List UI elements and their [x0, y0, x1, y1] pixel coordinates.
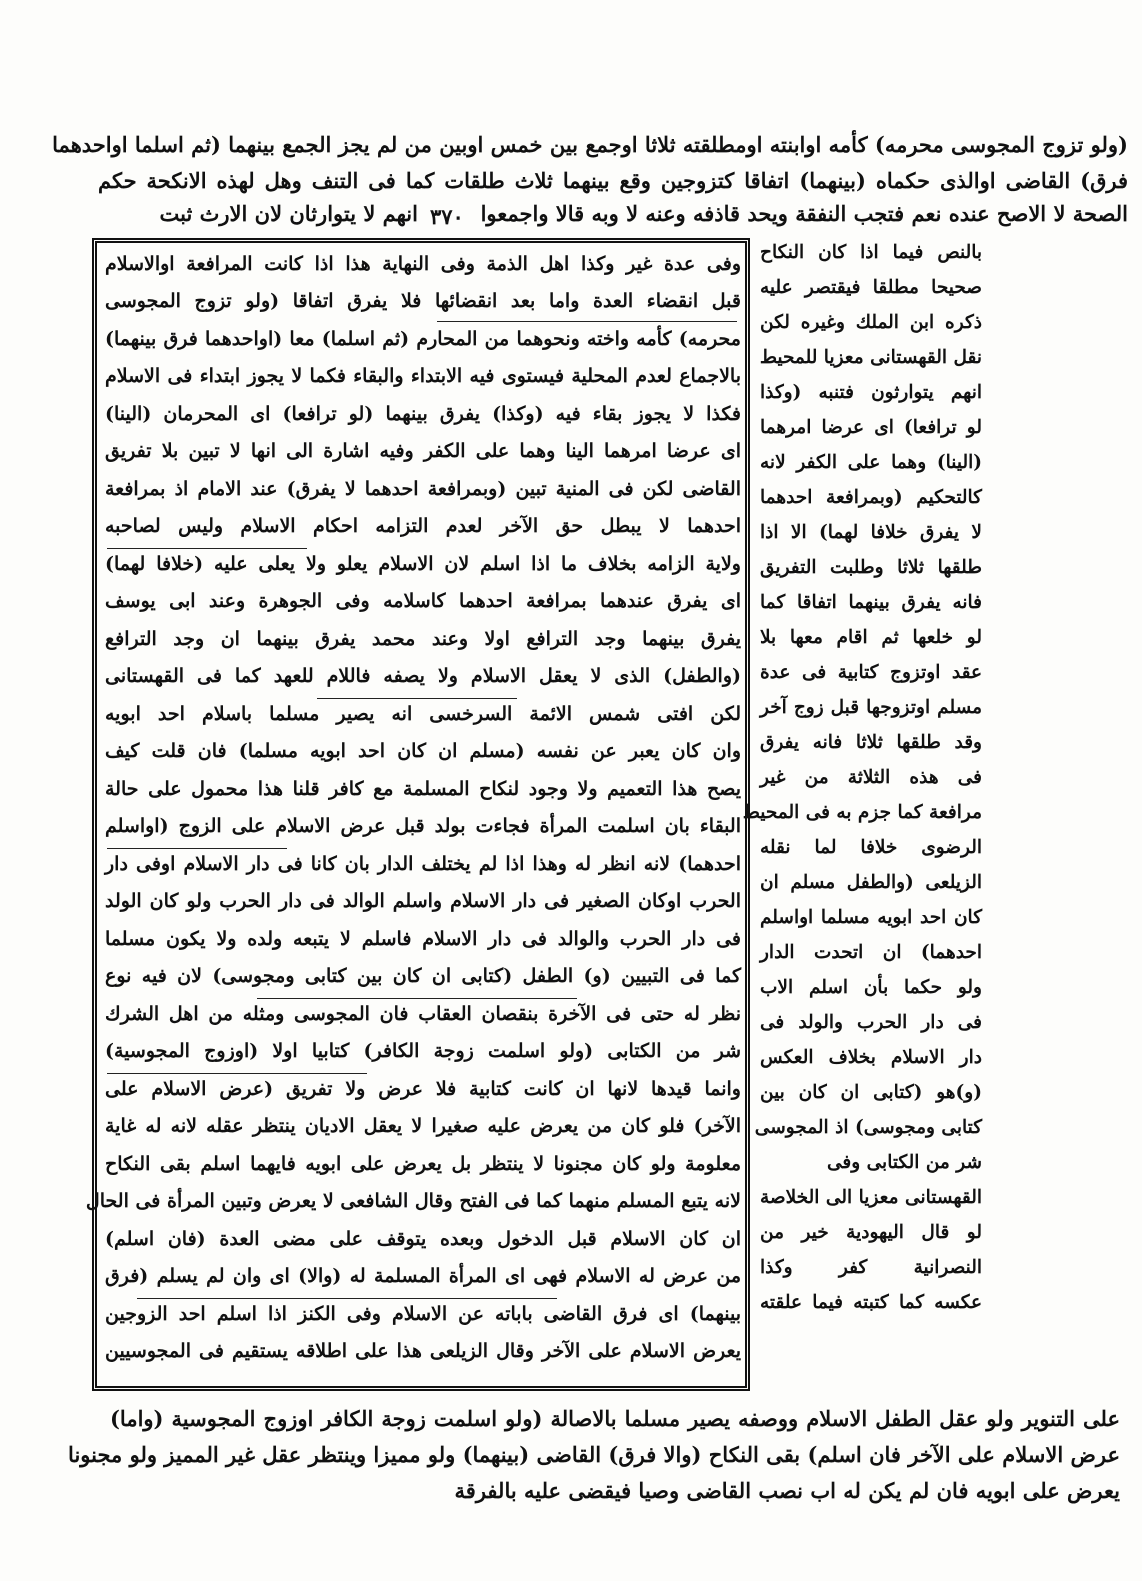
header-line: الصحة لا الاصح عنده نعم فتجب النفقة ويحد قاذفه وعنه لا وبه قالا واجمعوا	[480, 201, 1128, 226]
margin-line: دار الاسلام بخلاف العكس	[760, 1047, 982, 1068]
footer-line: يعرض على ابويه فان لم يكن له اب نصب القاضى وصيا فيقضى عليه بالفرقة	[454, 1478, 1120, 1503]
main-line: الحرب اوكان الصغير فى دار الاسلام واسلم الوالد فى دار الحرب ولو كان الولد	[105, 890, 741, 912]
margin-line: صحيحا مطلقا فيقتصر عليه	[760, 277, 982, 298]
main-line: وفى عدة غير وكذا اهل الذمة وفى النهاية هذا اذا كانت المرافعة اوالاسلام	[105, 253, 741, 275]
margin-line: كان احد ابويه مسلما اواسلم	[760, 907, 982, 928]
underline-mark	[437, 321, 737, 322]
margin-line: ذكره ابن الملك وغيره لكن	[760, 312, 982, 333]
main-line: ان كان الاسلام قبل الدخول وبعده يتوقف على مضى العدة (فان اسلم)	[105, 1228, 741, 1250]
main-line: وان كان يعبر عن نفسه (مسلم ان كان احد ابويه مسلما) فان قلت كيف	[105, 740, 741, 762]
main-line: (والطفل) الذى لا يعقل الاسلام ولا يصفه فاللام للعهد كما فى القهستانى	[105, 665, 741, 687]
margin-line: عكسه كما كتبته فيما علقته	[760, 1292, 982, 1313]
margin-line: الرضوى خلافا لما نقله	[760, 837, 982, 858]
main-line: بالاجماع لعدم المحلية فيستوى فيه الابتداء والبقاء فكما لا يجوز ابتداء فى الاسلام	[105, 365, 741, 387]
main-line: اى يفرق عندهما بمرافعة احدهما كاسلامه وفى الجوهرة وعند ابى يوسف	[105, 590, 741, 612]
main-line: من عرض له الاسلام فهى اى المرأة المسلمة له (والا) اى وان لم يسلم (فرق	[105, 1265, 741, 1287]
main-line: فكذا لا يجوز بقاء فيه (وكذا) يفرق بينهما (لو ترافعا) اى المحرمان (الينا)	[105, 403, 741, 425]
main-line: اى عرضا امرهما الينا وهما على الكفر وفيه اشارة الى انها لا تبين بلا تفريق	[105, 440, 741, 462]
underline-mark	[107, 548, 307, 549]
margin-line: انهم يتوارثون فتنبه (وكذا	[760, 382, 982, 403]
margin-line: لا يفرق خلافا لهما) الا اذا	[760, 522, 982, 543]
header-line: فرق) القاضى اوالذى حكماه (بينهما) اتفاقا كتزوجين وقع بينهما ثلاث طلقات كما فى التنف وهل لهذه الانكحة حكم	[98, 168, 1128, 193]
margin-line: النصرانية كفر وكذا	[760, 1257, 982, 1278]
main-line: بينهما) اى فرق القاضى باباته عن الاسلام وفى الكنز اذا اسلم احد الزوجين	[105, 1303, 741, 1325]
main-line: لانه يتبع المسلم منهما كما فى الفتح وقال الشافعى لا يعرض وتبين المرأة فى الحال	[85, 1190, 741, 1212]
margin-line: ولو حكما بأن اسلم الاب	[760, 977, 982, 998]
margin-line: مسلم اوتزوجها قبل زوج آخر	[760, 697, 982, 718]
main-line: لكن افتى شمس الائمة السرخسى انه يصير مسلما باسلام احد ابويه	[105, 703, 741, 725]
margin-line: (الينا) وهما على الكفر لانه	[760, 452, 982, 473]
underline-mark	[137, 1298, 557, 1299]
main-line: ولاية الزامه بخلاف ما اذا اسلم لان الاسلام يعلو ولا يعلى عليه (خلافا لهما)	[105, 553, 741, 575]
margin-line: عقد اوتزوج كتابية فى عدة	[760, 662, 982, 683]
header-line: (ولو تزوج المجوسى محرمه) كأمه اوابنته اومطلقته ثلاثا اوجمع بين خمس اوبين من لم يجز الجمع بينهما (ثم اسلما اواحدهما	[52, 132, 1128, 157]
margin-line: كالتحكيم (وبمرافعة احدهما	[760, 487, 982, 508]
margin-line: مرافعة كما جزم به فى المحيط	[742, 802, 982, 823]
main-line: قبل انقضاء العدة واما بعد انقضائها فلا يفرق اتفاقا (ولو تزوج المجوسى	[105, 290, 741, 312]
underline-mark	[107, 1073, 367, 1074]
margin-line: لو ترافعا) اى عرضا امرهما	[760, 417, 982, 438]
footer-line: عرض الاسلام على الآخر فان اسلم) بقى النكاح (والا فرق) القاضى (بينهما) ولو مميزا وينتظر عقل غير المميز ولو مجنونا	[68, 1442, 1120, 1467]
margin-line: لو خلعها ثم اقام معها بلا	[760, 627, 982, 648]
main-line: فى دار الحرب والوالد فى دار الاسلام فاسلم لا يتبعه ولده ولا يكون مسلما	[105, 928, 741, 950]
main-line: شر من الكتابى (ولو اسلمت زوجة الكافر) كتابيا اولا (اوزوج المجوسية)	[105, 1040, 741, 1062]
margin-line: القهستانى معزيا الى الخلاصة	[760, 1187, 982, 1208]
margin-line: لو قال اليهودية خير من	[760, 1222, 982, 1243]
margin-line: فى هذه الثلاثة من غير	[760, 767, 982, 788]
main-line: البقاء بان اسلمت المرأة فجاءت بولد قبل عرض الاسلام على الزوج (اواسلم	[105, 815, 741, 837]
margin-line: شر من الكتابى وفى	[826, 1152, 982, 1173]
main-line: نظر له حتى فى الآخرة بنقصان العقاب فان المجوسى ومثله من اهل الشرك	[105, 1003, 741, 1025]
footer-line: على التنوير ولو عقل الطفل الاسلام ووصفه يصير مسلما بالاصالة (ولو اسلمت زوجة الكافر اوزوج المجوسية (واما)	[110, 1406, 1120, 1431]
header-line-tail: انهم لا يتوارثان لان الارث ثبت	[159, 201, 418, 226]
underline-mark	[317, 698, 517, 699]
main-line: كما فى التبيين (و) الطفل (كتابى ان كان بين كتابى ومجوسى) لان فيه نوع	[105, 965, 741, 987]
margin-line: طلقها ثلاثا وطلبت التفريق	[760, 557, 982, 578]
underline-mark	[257, 998, 577, 999]
main-text-frame	[85, 238, 750, 1391]
main-line: محرمه) كأمه واخته ونحوهما من المحارم (ثم اسلما) معا (اواحدهما فرق بينهما)	[105, 328, 741, 350]
main-line: القاضى لكن فى المنية تبين (وبمرافعة احدهما لا يفرق) عند الامام اذ بمرافعة	[105, 478, 741, 500]
margin-line: الزيلعى (والطفل مسلم ان	[760, 872, 982, 893]
margin-line: فانه يفرق بينهما اتفاقا كما	[760, 592, 982, 613]
main-line: معلومة ولو كان مجنونا لا ينتظر بل يعرض على ابويه فايهما اسلم بقى النكاح	[105, 1153, 741, 1175]
main-line: احدهما لا يبطل حق الآخر لعدم التزامه احكام الاسلام وليس لصاحبه	[105, 515, 741, 537]
margin-line: (و)هو (كتابى ان كان بين	[760, 1082, 982, 1103]
margin-line: كتابى ومجوسى) اذ المجوسى	[754, 1117, 982, 1138]
margin-line: وقد طلقها ثلاثا فانه يفرق	[760, 732, 982, 753]
margin-line: نقل القهستانى معزيا للمحيط	[759, 347, 982, 368]
underline-mark	[107, 848, 287, 849]
main-line: احدهما) لانه انظر له وهذا اذا لم يختلف الدار بان كانا فى دار الاسلام اوفى دار	[105, 853, 741, 875]
margin-line: فى دار الحرب والولد فى	[760, 1012, 982, 1033]
main-line: وانما قيدها لانها ان كانت كتابية فلا عرض ولا تفريق (عرض الاسلام على	[105, 1078, 741, 1100]
main-line: يفرق بينهما وجد الترافع اولا وعند محمد يفرق بينهما ان وجد الترافع	[105, 628, 741, 650]
margin-line: احدهما) ان اتحدت الدار	[760, 942, 982, 963]
main-line: يصح هذا التعميم ولا وجود لنكاح المسلمة مع كافر قلنا هذا محمول على حالة	[105, 778, 741, 800]
main-line: يعرض الاسلام على الآخر وقال الزيلعى هذا على اطلاقه يستقيم فى المجوسيين	[105, 1340, 741, 1362]
main-line: الآخر) فلو كان من يعرض عليه صغيرا لا يعقل الاديان ينتظر عقله لانه له غاية	[105, 1115, 741, 1137]
page-number: ٣٧٠	[430, 204, 464, 229]
margin-line: بالنص فيما اذا كان النكاح	[760, 242, 982, 263]
